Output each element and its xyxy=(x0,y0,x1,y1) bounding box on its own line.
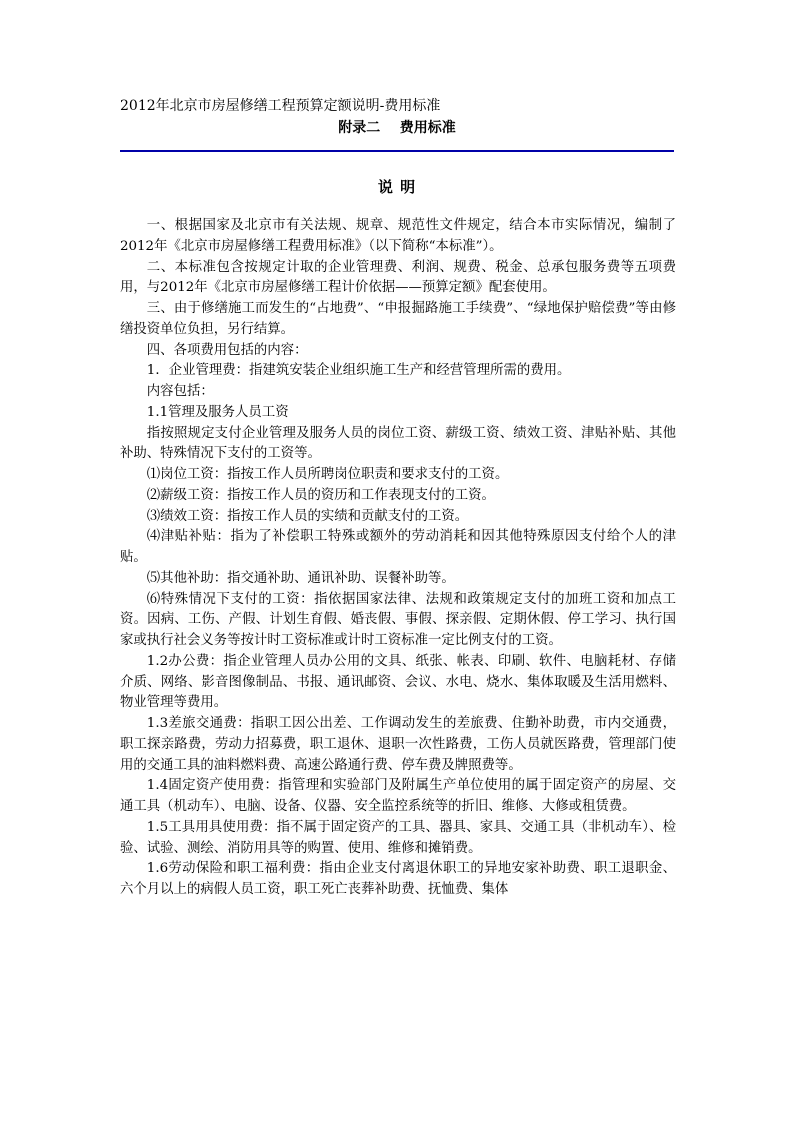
paragraph: ⑵薪级工资：指按工作人员的资历和工作表现支付的工资。 xyxy=(146,487,495,503)
paragraph: 一、根据国家及北京市有关法规、规章、规范性文件规定，结合本市实际情况，编制了2012年《北京市房屋修缮工程费用标准》（以下简称“本标准”）。 xyxy=(120,218,676,254)
paragraph: 指按照规定支付企业管理及服务人员的岗位工资、薪级工资、绩效工资、津贴补贴、其他补助、特殊情况下支付的工资等。 xyxy=(120,425,676,462)
paragraph: 四、各项费用包括的内容： xyxy=(146,342,308,358)
paragraph: 二、本标准包含按规定计取的企业管理费、利润、规费、税金、总承包服务费等五项费用，与2012年《北京市房屋修缮工程计价依据——预算定额》配套使用。 xyxy=(120,259,676,296)
paragraph: 1．企业管理费：指建筑安装企业组织施工生产和经营管理所需的费用。 xyxy=(146,363,571,379)
paragraph: 1.4固定资产使用费：指管理和实验部门及附属生产单位使用的属于固定资产的房屋、交通工具（机动车）、电脑、设备、仪器、安全监控系统等的折旧、维修、大修或租赁费。 xyxy=(120,778,676,814)
paragraph: 三、由于修缮施工而发生的“占地费”、“申报掘路施工手续费”、“绿地保护赔偿费”等由修缮投资单位负担，另行结算。 xyxy=(120,301,676,337)
paragraph: 1.1管理及服务人员工资 xyxy=(146,404,289,420)
appendix-heading: 附录二 费用标准 xyxy=(338,120,456,136)
paragraph: 1.6劳动保险和职工福利费：指由企业支付离退休职工的异地安家补助费、职工退职金、六个月以上的病假人员工资，职工死亡丧葬补助费、抚恤费、集体 xyxy=(120,861,676,897)
page-title: 说 明 xyxy=(377,178,417,196)
paragraph: ⑶绩效工资：指按工作人员的实绩和贡献支付的工资。 xyxy=(146,508,469,524)
document-body xyxy=(120,216,676,901)
paragraph: 1.3差旅交通费：指职工因公出差、工作调动发生的差旅费、住勤补助费，市内交通费，职工探亲路费，劳动力招募费，职工退休、退职一次性路费，工伤人员就医路费，管理部门使用的交通工具的油料燃料费、高速公路通行费、停车费及牌照费等。 xyxy=(120,716,676,773)
paragraph: ⑷津贴补贴：指为了补偿职工特殊或额外的劳动消耗和因其他特殊原因支付给个人的津贴。 xyxy=(120,529,676,565)
paragraph: 1.2办公费：指企业管理人员办公用的文具、纸张、帐表、印刷、软件、电脑耗材、存储介质、网络、影音图像制品、书报、通讯邮资、会议、水电、烧水、集体取暖及生活用燃料、物业管理等费用。 xyxy=(120,653,676,711)
paragraph: 内容包括： xyxy=(146,384,214,399)
paragraph: ⑸其他补助：指交通补助、通讯补助、误餐补助等。 xyxy=(146,570,455,586)
paragraph: ⑹特殊情况下支付的工资：指依据国家法律、法规和政策规定支付的加班工资和加点工资。因病、工伤、产假、计划生育假、婚丧假、事假、探亲假、定期休假、停工学习、执行国家或执行社会义务等按计时工资标准或计时工资标准一定比例支付的工资。 xyxy=(120,591,676,648)
paragraph: 1.5工具用具使用费：指不属于固定资产的工具、器具、家具、交通工具（非机动车）、检验、试验、测绘、消防用具等的购置、使用、维修和摊销费。 xyxy=(120,819,676,856)
header-divider xyxy=(120,150,674,152)
document-header: 2012年北京市房屋修缮工程预算定额说明-费用标准 xyxy=(120,98,441,114)
paragraph: ⑴岗位工资：指按工作人员所聘岗位职责和要求支付的工资。 xyxy=(146,467,509,482)
